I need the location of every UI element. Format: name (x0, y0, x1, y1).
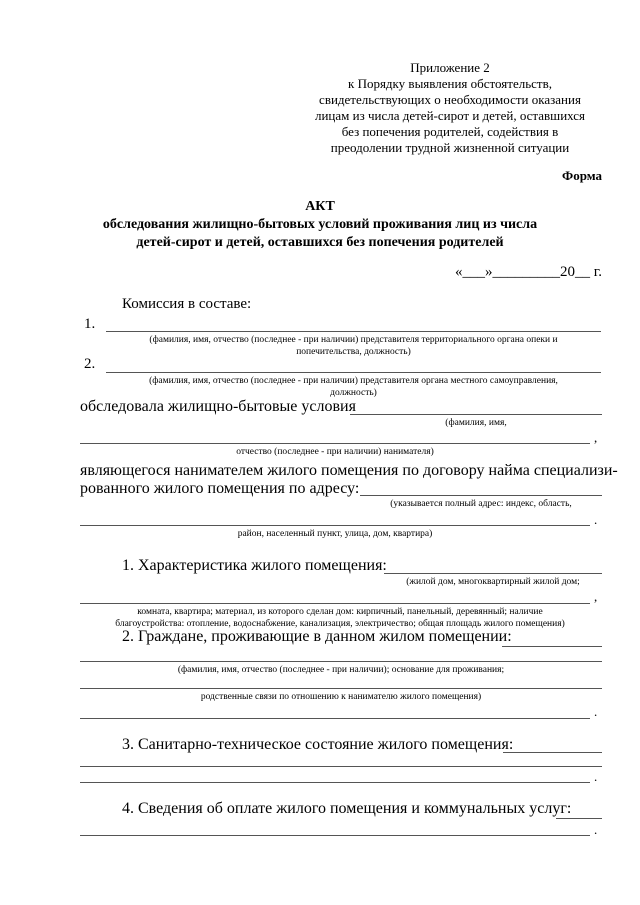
document-title (60, 198, 580, 252)
tenant-period: . (594, 512, 598, 527)
surveyed-field-2[interactable] (80, 443, 590, 444)
tenant-hint-right: (указывается полный адрес: индекс, область, (390, 499, 572, 509)
appendix-line: Приложение 2 (410, 60, 490, 75)
appendix-line: лицам из числа детей-сирот и детей, оставшихся (314, 108, 586, 123)
section3-field-3[interactable] (80, 782, 590, 783)
surveyed-hint-right: (фамилия, имя, (445, 418, 507, 428)
appendix-line: свидетельствующих о необходимости оказания (319, 92, 581, 107)
section3-label: 3. Санитарно-техническое состояние жилого помещения: (122, 736, 514, 753)
section2-period: . (594, 704, 598, 719)
tenant-hint-below: район, населенный пункт, улица, дом, квартира) (237, 529, 433, 539)
appendix-block (300, 60, 600, 156)
section3-field-2[interactable] (80, 766, 602, 767)
section2-field-3[interactable] (80, 688, 602, 689)
section1-field[interactable] (384, 573, 602, 574)
section2-field[interactable] (502, 646, 602, 647)
section2-field-2[interactable] (80, 661, 602, 662)
appendix-line: к Порядку выявления обстоятельств, (348, 76, 552, 91)
commission-item1-hint (106, 334, 601, 358)
section1-field-2[interactable] (80, 603, 590, 604)
section1-hint-right: (жилой дом, многоквартирный жилой дом; (406, 577, 580, 587)
section2-hint2: родственные связи по отношению к нанимателю жилого помещения) (200, 692, 482, 702)
surveyed-comma: , (594, 430, 598, 445)
section1-comma: , (594, 589, 598, 604)
surveyed-hint-below: отчество (последнее - при наличии) нанимателя) (236, 447, 434, 457)
tenant-address-field[interactable] (360, 495, 602, 496)
section3-field[interactable] (503, 752, 602, 753)
surveyed-field[interactable] (350, 414, 602, 415)
hint-line: благоустройства: отопление, водоснабжение, канализация, электричество; общая площадь жилого помещения) (115, 619, 565, 629)
section1-label: 1. Характеристика жилого помещения: (122, 557, 387, 574)
title-sub-line2: детей-сирот и детей, оставшихся без попечения родителей (136, 235, 504, 250)
section4-period: . (594, 822, 598, 837)
surveyed-label: обследовала жилищно-бытовые условия (80, 398, 356, 415)
section4-field-2[interactable] (80, 835, 590, 836)
tenant-line1: являющегося нанимателем жилого помещения по договору найма специализи- (80, 462, 618, 479)
section2-field-4[interactable] (80, 718, 590, 719)
tenant-address-field-2[interactable] (80, 525, 590, 526)
date-line: «___»_________20__ г. (455, 264, 602, 280)
tenant-line2: рованного жилого помещения по адресу: (80, 480, 360, 497)
commission-item1-number: 1. (84, 316, 96, 332)
title-main: АКТ (305, 199, 335, 214)
commission-item1-field[interactable] (106, 331, 601, 332)
hint-line: должность) (330, 388, 377, 398)
commission-label: Комиссия в составе: (122, 296, 252, 312)
hint-line: комната, квартира; материал, из которого сделан дом: кирпичный, панельный, деревянный; наличие (137, 607, 543, 617)
section4-label: 4. Сведения об оплате жилого помещения и коммунальных услуг: (122, 800, 572, 817)
title-sub-line1: обследования жилищно-бытовых условий проживания лиц из числа (102, 217, 538, 232)
section3-period: . (594, 769, 598, 784)
section4-field[interactable] (556, 818, 602, 819)
appendix-line: без попечения родителей, содействия в (341, 124, 559, 139)
section2-label: 2. Граждане, проживающие в данном жилом помещении: (122, 628, 512, 645)
section2-hint1: (фамилия, имя, отчество (последнее - при наличии); основание для проживания; (177, 665, 505, 675)
commission-item2-hint (106, 375, 601, 399)
commission-item2-number: 2. (84, 356, 96, 372)
commission-item2-field[interactable] (106, 372, 601, 373)
forma-label: Форма (562, 168, 602, 183)
hint-line: попечительства, должность) (296, 347, 411, 357)
hint-line: (фамилия, имя, отчество (последнее - при наличии) представителя органа местного самоуправления, (149, 376, 558, 386)
hint-line: (фамилия, имя, отчество (последнее - при наличии) представителя территориального органа опеки и (149, 335, 558, 345)
section1-hint-below (80, 606, 600, 630)
appendix-line: преодолении трудной жизненной ситуации (330, 140, 570, 155)
